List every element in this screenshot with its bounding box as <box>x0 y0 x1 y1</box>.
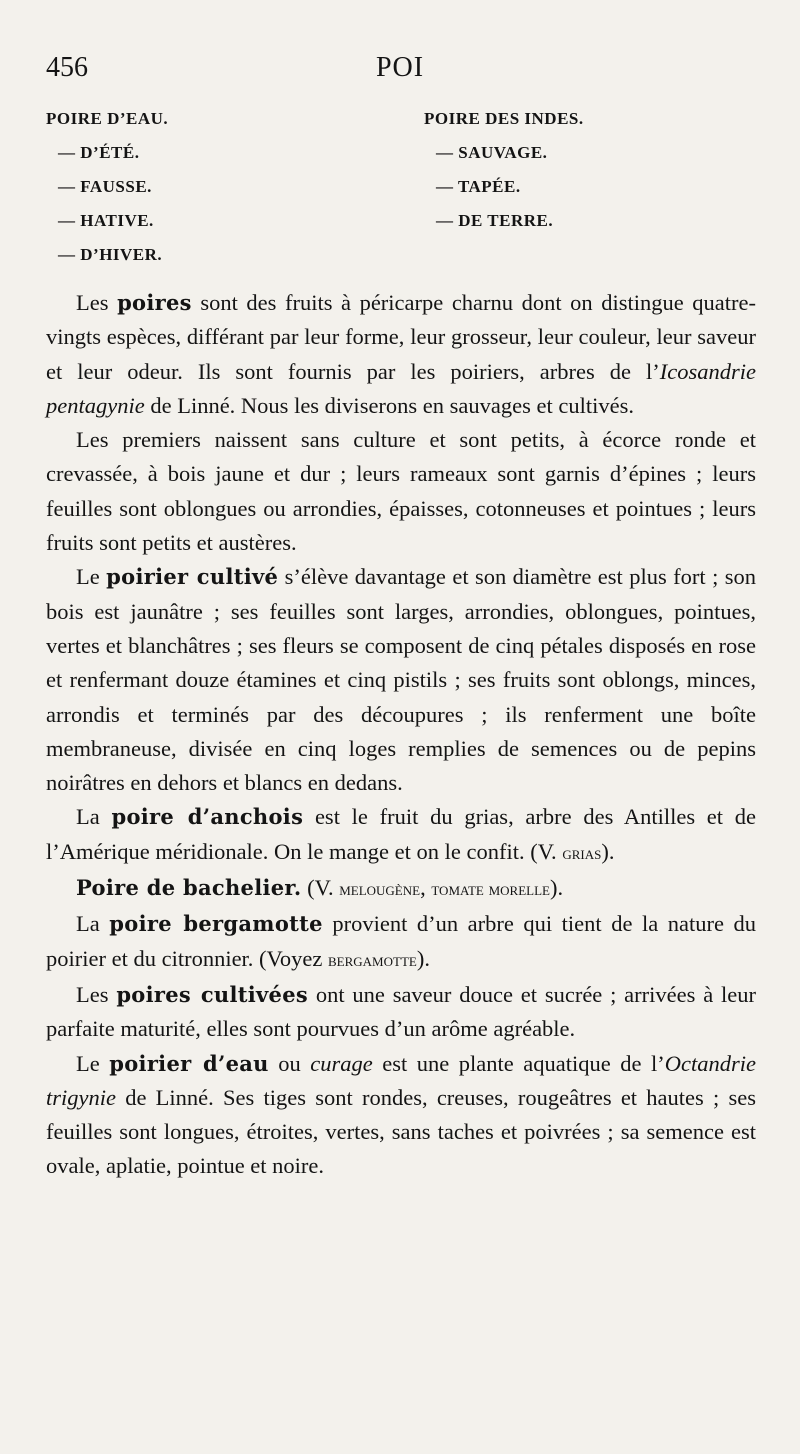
article-body <box>46 286 756 1184</box>
paragraph-poire-bachelier: Poire de bachelier. (V. melougène, tomate morelle). <box>76 875 564 901</box>
keyword: poires cultivées <box>116 981 308 1007</box>
variety-item: POIRE DES INDES. <box>424 109 584 128</box>
paragraph-poire-bergamotte: La poire bergamotte provient d’un arbre qui tient de la nature du poirier et du citronnier. (Voyez bergamotte). <box>46 911 757 971</box>
paragraph-poirier-eau: Le poirier d’eau ou curage est une plante aquatique de l’Octandrie trigynie de Linné. Ses tiges sont rondes, creuses, rougeâtres et hautes ; ses feuilles sont longues, étroites, vertes, sans taches et poivrées ; sa semence est ovale, aplatie, pointue et noire. <box>46 1050 757 1179</box>
variety-item: POIRE D’EAU. <box>46 109 169 128</box>
variety-item: — FAUSSE. <box>58 177 152 196</box>
keyword: poires <box>117 290 192 315</box>
variety-item: — SAUVAGE. <box>436 143 548 162</box>
variety-list <box>46 102 766 264</box>
cross-reference: bergamotte <box>328 949 417 971</box>
botanical-term: Icosandrie pentagynie <box>46 358 756 418</box>
keyword: poire bergamotte <box>109 911 323 937</box>
page-number: 456 <box>46 52 88 83</box>
keyword: poirier d’eau <box>109 1050 269 1076</box>
keyword: Poire de bachelier. <box>76 875 302 901</box>
variety-item: — DE TERRE. <box>436 211 554 230</box>
botanical-term: Octandrie trigynie <box>46 1050 757 1110</box>
page-header <box>46 52 754 92</box>
cross-reference: melougène <box>339 879 421 901</box>
paragraph-poires: Les poires sont des fruits à péricarpe charnu dont on distingue quatre-vingts espèces, différant par leur forme, leur grosseur, leur couleur, leur saveur et leur odeur. Ils sont fournis par les poiriers, arbres de l’Icosandrie pentagynie de Linné. Nous les diviserons en sauvages et cultivés. <box>46 290 756 418</box>
running-title: POI <box>375 52 425 83</box>
variety-item: — D’ÉTÉ. <box>58 143 140 162</box>
variety-item: — TAPÉE. <box>436 177 521 196</box>
italic-term: curage <box>310 1050 373 1076</box>
variety-item: — D’HIVER. <box>58 245 163 264</box>
paragraph-poires-cultivees: Les poires cultivées ont une saveur douce et sucrée ; arrivées à leur parfaite maturité, elles sont pourvues d’un arôme agréable. <box>46 981 756 1042</box>
variety-column-right <box>424 102 784 238</box>
keyword: poire d’anchois <box>111 804 304 830</box>
paragraph-poire-anchois: La poire d’anchois est le fruit du grias, arbre des Antilles et de l’Amérique méridionale. On le mange et on le confit. (V. grias). <box>46 804 757 864</box>
paragraph-poirier-cultive: Le poirier cultivé s’élève davantage et son diamètre est plus fort ; son bois est jaunâtre ; ses feuilles sont larges, arrondies, oblongues, pointues, vertes et blanchâtres ; ses fleurs se composent de cinq pétales disposés en rose et renfermant douze étamines et cinq pistils ; ses fruits sont oblongs, minces, arrondis et terminés par des découpures ; ils renferment une boîte membraneuse, divisée en cinq loges remplies de semences ou de pepins noirâtres en dehors et blancs en dedans. <box>46 564 756 796</box>
variety-column-left <box>46 102 406 272</box>
paragraph-sauvages: Les premiers naissent sans culture et sont petits, à écorce ronde et crevassée, à bois jaune et dur ; leurs rameaux sont garnis d’épines ; leurs feuilles sont oblongues ou arrondies, épaisses, cotonneuses et pointues ; leurs fruits sont petits et austères. <box>46 427 756 556</box>
cross-reference: grias <box>562 842 602 864</box>
variety-item: — HATIVE. <box>58 211 154 230</box>
cross-reference: tomate morelle <box>431 879 550 901</box>
keyword: poirier cultivé <box>106 564 279 590</box>
